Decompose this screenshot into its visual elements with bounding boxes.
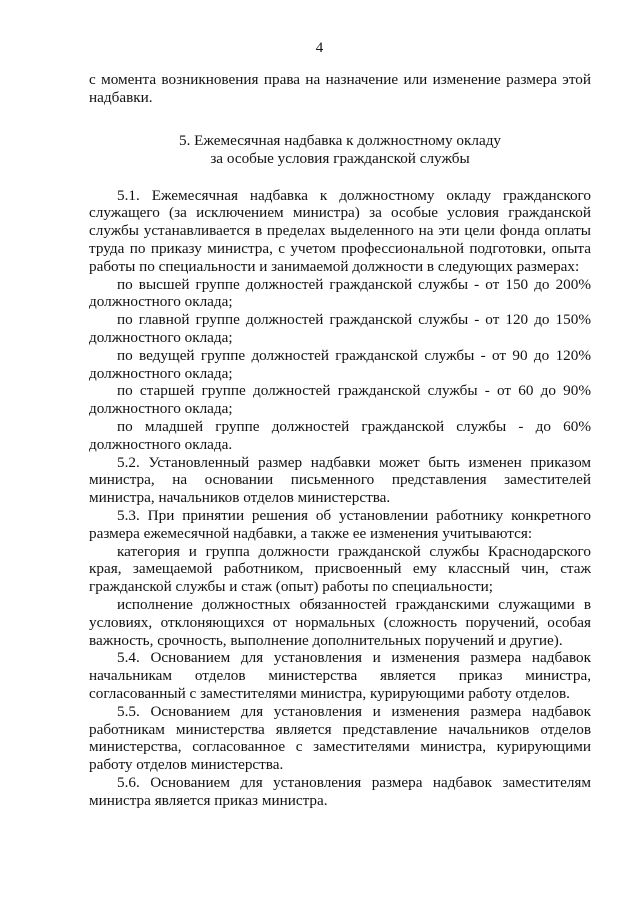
list-item-junior-group: по младшей группе должностей гражданской службы - до 60% должностного оклада. — [89, 417, 591, 453]
paragraph-5-2: 5.2. Установленный размер надбавки может быть изменен приказом министра, на основании письменного представления заместителей министра, начальников отделов министерства. — [89, 453, 591, 507]
criterion-category: категория и группа должности гражданской службы Краснодарского края, замещаемой работником, присвоенный ему классный чин, стаж гражданской службы и стаж (опыт) работы по специальности; — [89, 542, 591, 596]
section-title-line-2: за особые условия гражданской службы — [210, 149, 470, 167]
paragraph-5-1: 5.1. Ежемесячная надбавка к должностному окладу гражданского служащего (за исключением министра) за особые условия гражданской службы устанавливается в пределах выделенного на эти цели фонда оплаты труда по приказу министра, с учетом профессиональной подготовки, опыта работы по специальности и занимаемой должности в следующих размерах: — [89, 186, 591, 275]
document-body — [89, 71, 591, 809]
list-item-main-group: по главной группе должностей гражданской службы - от 120 до 150% должностного оклада; — [89, 311, 591, 346]
paragraph-5-4: 5.4. Основанием для установления и изменения размера надбавок начальникам отделов министерства является приказ министра, согласованный с заместителями министра, курирующими работу отделов. — [89, 649, 591, 702]
list-item-senior-group: по старшей группе должностей гражданской службы - от 60 до 90% должностного оклада; — [89, 382, 591, 418]
list-item-highest-group: по высшей группе должностей гражданской службы - от 150 до 200% должностного оклада; — [89, 275, 591, 311]
paragraph-5-5: 5.5. Основанием для установления и изменения размера надбавок работникам министерства является представление начальников отделов министерства, согласованное с заместителями министра, курирующими работу отделов министерства. — [89, 702, 591, 774]
paragraph-5-3: 5.3. При принятии решения об установлении работнику конкретного размера ежемесячной надбавки, а также ее изменения учитываются: — [89, 506, 591, 542]
section-heading — [89, 132, 591, 168]
page-number: 4 — [315, 40, 324, 56]
criterion-duties: исполнение должностных обязанностей гражданскими служащими в условиях, отклоняющихся от нормальных (сложность поручений, особая важность, срочность, выполнение дополнительных поручений и другие). — [89, 595, 591, 649]
list-item-leading-group: по ведущей группе должностей гражданской службы - от 90 до 120% должностного оклада; — [89, 346, 591, 382]
paragraph-5-6: 5.6. Основанием для установления размера надбавок заместителям министра является приказ министра. — [89, 773, 591, 809]
intro-paragraph: с момента возникновения права на назначение или изменение размера этой надбавки. — [89, 71, 591, 106]
section-title-line-1: 5. Ежемесячная надбавка к должностному окладу — [178, 131, 502, 149]
